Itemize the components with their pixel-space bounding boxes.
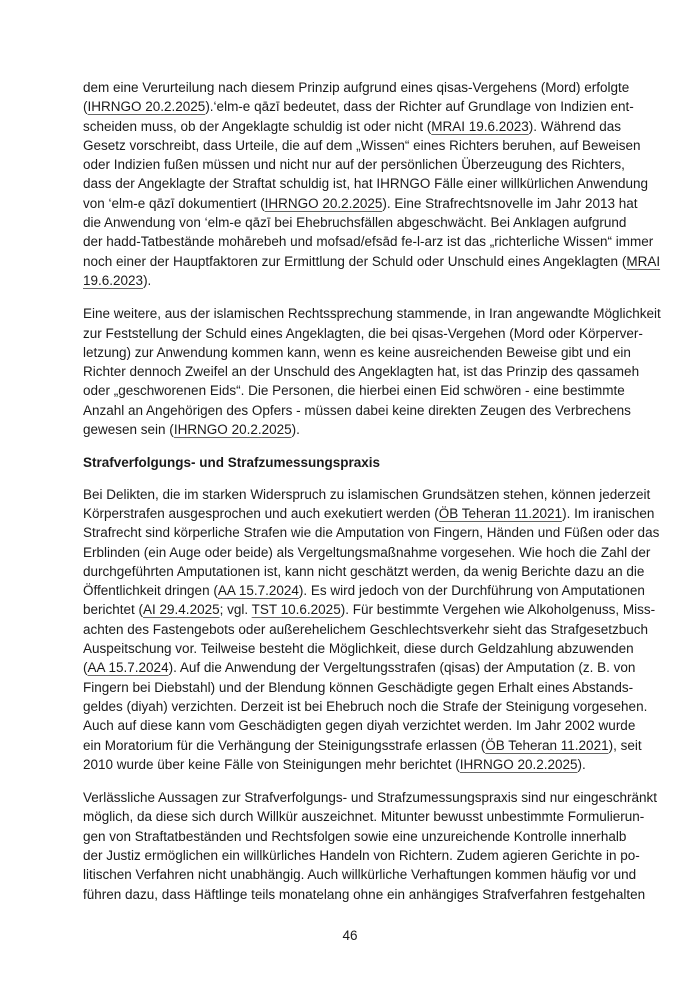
text-line: [83, 755, 620, 774]
paragraph: [83, 78, 661, 290]
text-span: Fingern bei Diebstahl) und der Blendung können Geschädigte gegen Erhalt eines Abstands-: [83, 679, 634, 695]
text-line: [83, 562, 645, 581]
text-line: [83, 620, 649, 639]
text-span: gen von Straftatbeständen und Rechtsfolgen sowie eine unzureichende Kontrolle innerhalb: [83, 828, 627, 844]
text-span: ). Eine Strafrechtsnovelle im Jahr 2013 hat: [382, 195, 638, 211]
text-line: [83, 807, 645, 826]
text-span: dem eine Verurteilung nach diesem Prinzip aufgrund eines qisas-Vergehens (Mord) erfolgte: [83, 80, 630, 95]
text-line: [83, 865, 637, 884]
text-line: [83, 213, 627, 232]
citation-link[interactable]: IHRNGO 20.2.2025: [264, 195, 383, 211]
text-span: ).: [143, 272, 152, 288]
text-line: [83, 846, 640, 865]
text-span: möglich, da diese sich durch Willkür auszeichnet. Mitunter bewusst unbestimmte Formulierun-: [83, 809, 645, 825]
text-line: [83, 97, 634, 116]
text-line: [83, 639, 634, 658]
text-span: ). Auf die Anwendung der Vergeltungsstrafen (qisas) der Amputation (z. B. von: [168, 660, 636, 676]
text-line: [83, 523, 660, 542]
text-span: Erblinden (ein Auge oder beide) als Vergeltungsmaßnahme vorgesehen. Wie hoch die Zahl der: [83, 544, 651, 560]
citation-link[interactable]: ÖB Teheran 11.2021: [438, 505, 563, 521]
text-span: dass der Angeklagte der Straftat schuldig ist, hat IHRNGO Fälle einer willkürlichen Anwendung: [83, 176, 649, 192]
text-span: noch einer der Hauptfaktoren zur Ermittlung der Schuld oder Unschuld eines Angeklagten (: [83, 253, 627, 269]
text-line: [83, 136, 641, 155]
text-line: [83, 155, 625, 174]
text-line: [83, 420, 620, 439]
text-span: Anzahl an Angehörigen des Opfers - müssen dabei keine direkten Zeugen des Verbrechens: [83, 402, 631, 418]
text-span: achten des Fastengebots oder außerehelichem Geschlechtsverkehr sieht das Strafgesetzbuch: [83, 621, 649, 637]
text-span: litischen Verfahren nicht unabhängig. Auch willkürliche Verhaftungen kommen häufig vor und: [83, 867, 637, 883]
citation-link[interactable]: ÖB Teheran 11.2021: [485, 737, 609, 753]
text-line: [83, 885, 646, 904]
text-span: führen dazu, dass Häftlinge teils monatelang ohne ein anhängiges Strafverfahren festgehalten: [83, 886, 646, 902]
citation-link[interactable]: TST 10.6.2025: [251, 602, 341, 618]
text-span: letzung) zur Anwendung kommen kann, wenn es keine ausreichenden Beweise gibt und ein: [83, 344, 631, 360]
text-span: Auspeitschung vor. Teilweise besteht die Möglichkeit, diese durch Geldzahlung abzuwenden: [83, 641, 634, 657]
paragraph: [83, 485, 660, 774]
text-line: [83, 658, 636, 677]
text-span: Strafrecht sind körperliche Strafen wie die Amputation von Fingern, Händen und Füßen oder das: [83, 525, 660, 541]
text-line: [83, 117, 620, 136]
text-line: [83, 736, 642, 755]
paragraph: [83, 788, 658, 904]
text-line: [83, 252, 661, 271]
text-span: ). Im iranischen: [562, 505, 655, 521]
text-line: [83, 362, 640, 381]
citation-link[interactable]: IHRNGO 20.2.2025: [87, 99, 206, 115]
text-line: [83, 485, 651, 504]
text-line: [83, 504, 655, 523]
text-line: [83, 827, 627, 846]
text-span: die Anwendung von ‘elm-e qāzī bei Ehebruchsfällen abgeschwächt. Bei Anklagen aufgrund: [83, 215, 627, 231]
text-span: zur Feststellung der Schuld eines Angeklagten, die bei qisas-Vergehen (Mord oder Körperver-: [83, 325, 643, 341]
text-line: [83, 232, 654, 251]
text-line: [83, 697, 648, 716]
text-span: Bei Delikten, die im starken Widerspruch zu islamischen Grundsätzen stehen, können jederzeit: [83, 486, 651, 502]
citation-link[interactable]: MRAI 19.6.2023: [431, 118, 529, 134]
citation-link[interactable]: AI 29.4.2025: [143, 602, 220, 618]
text-line: [83, 304, 661, 323]
text-span: Gesetz vorschreibt, dass Urteile, die auf dem „Wissen“ eines Richters beruhen, auf Beweisen: [83, 137, 641, 153]
text-line: [83, 324, 643, 343]
section-heading: Strafverfolgungs- und Strafzumessungspraxis: [83, 455, 381, 471]
text-line: [83, 600, 656, 619]
text-line: [83, 194, 638, 213]
text-line: [83, 381, 625, 400]
text-span: von ‘elm-e qāzī dokumentiert (: [83, 195, 265, 211]
text-span: ), seit: [608, 737, 642, 753]
citation-link[interactable]: IHRNGO 20.2.2025: [173, 422, 292, 438]
text-span: ; vgl.: [219, 602, 252, 618]
text-line: [83, 343, 631, 362]
text-span: oder Indizien fußen müssen und nicht nur auf der persönlichen Überzeugung des Richters,: [83, 157, 625, 173]
text-span: Eine weitere, aus der islamischen Rechtssprechung stammende, in Iran angewandte Möglichkeit: [83, 306, 661, 322]
text-line: [83, 581, 645, 600]
paragraph: [83, 304, 661, 439]
text-span: ).: [291, 422, 300, 438]
text-span: ).‘elm-e qāzī bedeutet, dass der Richter auf Grundlage von Indizien ent-: [205, 99, 634, 115]
text-span: ein Moratorium für die Verhängung der Steinigungsstrafe erlassen (: [83, 737, 486, 753]
citation-link[interactable]: AA 15.7.2024: [217, 583, 299, 599]
text-span: ).: [577, 756, 586, 772]
text-span: Körperstrafen ausgesprochen und auch exekutiert werden (: [83, 505, 439, 521]
text-span: (: [83, 660, 88, 676]
text-line: [83, 174, 649, 193]
citation-link[interactable]: AA 15.7.2024: [87, 660, 169, 676]
section-after-heading: [83, 485, 660, 904]
text-span: oder „geschworenen Eids“. Die Personen, die hierbei einen Eid schwören - eine bestimmte: [83, 383, 625, 399]
text-span: (: [83, 99, 88, 115]
text-line: [83, 678, 634, 697]
text-span: Auch auf diese kann vom Geschädigten gegen diyah verzichtet werden. Im Jahr 2002 wurde: [83, 718, 636, 734]
text-span: Öffentlichkeit dringen (: [83, 583, 218, 599]
text-line: [83, 271, 620, 290]
text-span: ). Für bestimmte Vergehen wie Alkoholgenuss, Miss-: [340, 602, 656, 618]
section-before-heading: [83, 78, 661, 439]
text-line: [83, 401, 631, 420]
text-span: der hadd-Tatbestände mohārebeh und mofsad/efsād fe-l-arz ist das „richterliche Wissen“ immer: [83, 234, 654, 250]
text-span: ). Während das: [528, 118, 622, 134]
citation-link[interactable]: IHRNGO 20.2.2025: [459, 756, 578, 772]
text-line: [83, 788, 658, 807]
text-span: Verlässliche Aussagen zur Strafverfolgungs- und Strafzumessungspraxis sind nur eingeschränkt: [83, 790, 658, 806]
citation-link[interactable]: 19.6.2023: [83, 272, 144, 288]
text-span: ). Es wird jedoch von der Durchführung von Amputationen: [298, 583, 645, 599]
text-line: [83, 543, 651, 562]
text-line: [83, 78, 630, 97]
text-span: geldes (diyah) verzichten. Derzeit ist bei Ehebruch noch die Strafe der Steinigung vorgesehen.: [83, 698, 648, 714]
text-span: scheiden muss, ob der Angeklagte schuldig ist oder nicht (: [83, 118, 432, 134]
page-content: [83, 78, 661, 918]
citation-link[interactable]: MRAI: [626, 253, 661, 269]
text-span: gewesen sein (: [83, 422, 174, 438]
text-span: Richter dennoch Zweifel an der Unschuld des Angeklagten hat, ist das Prinzip des qassameh: [83, 364, 640, 380]
text-span: der Justiz ermöglichen ein willkürliches Handeln von Richtern. Zudem agieren Gerichte in po-: [83, 847, 640, 863]
text-line: [83, 716, 636, 735]
text-span: 2010 wurde über keine Fälle von Steinigungen mehr berichtet (: [83, 756, 460, 772]
text-span: berichtet (: [83, 602, 144, 618]
page-number: 46: [342, 928, 358, 943]
text-span: durchgeführten Amputationen ist, kann nicht geschätzt werden, da wenig Berichte dazu an die: [83, 563, 645, 579]
